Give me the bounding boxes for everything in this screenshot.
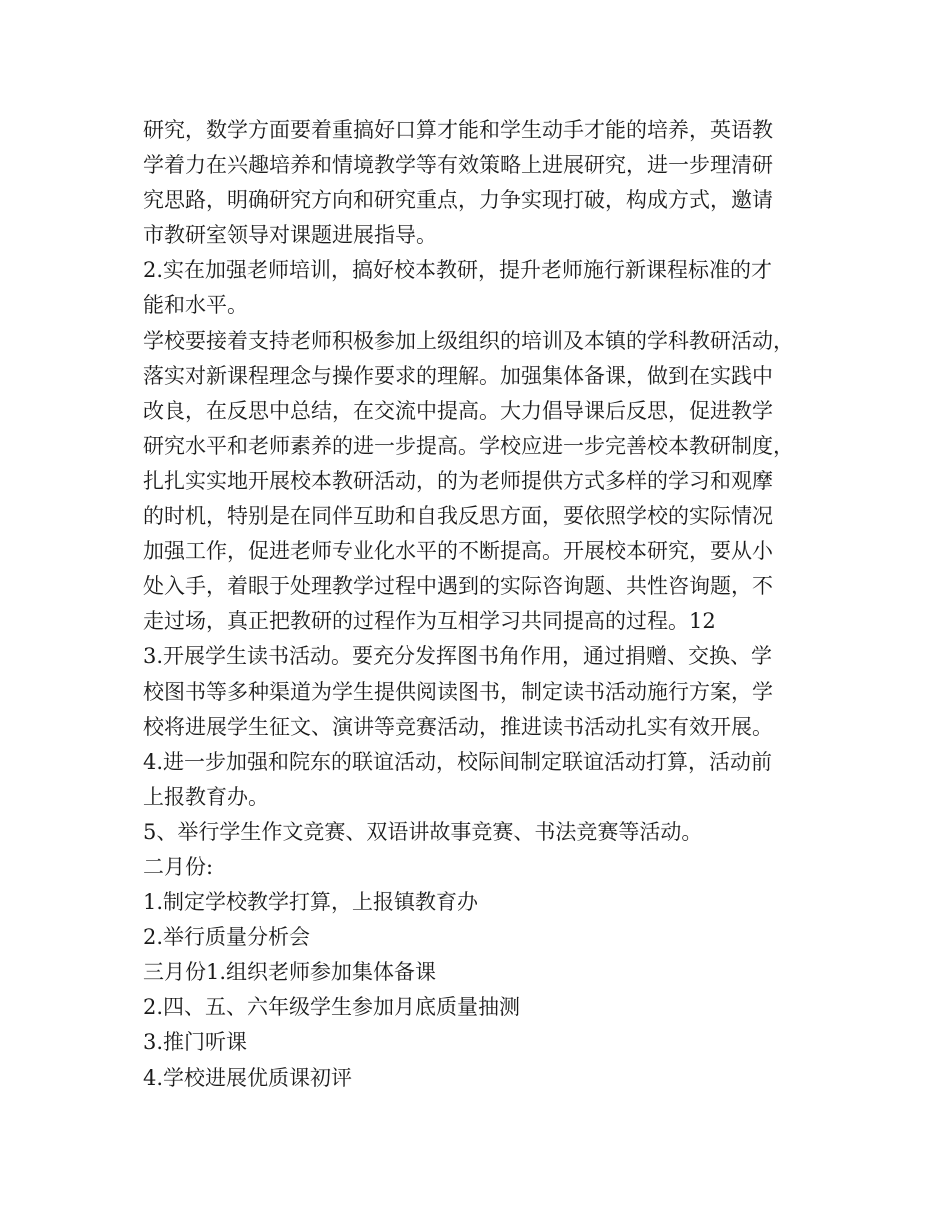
text-line: 2.举行质量分析会 — [143, 925, 311, 950]
text-line: 学着力在兴趣培养和情境教学等有效策略上进展研究，进一步理清研 — [143, 153, 773, 178]
text-line: 3.开展学生读书活动。要充分发挥图书角作用，通过捐赠、交换、学 — [143, 644, 773, 669]
document-body — [143, 113, 823, 1096]
text-line: 3.推门听课 — [143, 1030, 248, 1055]
text-line: 加强工作，促进老师专业化水平的不断提高。开展校本研究，要从小 — [143, 539, 773, 564]
text-line: 4.学校进展优质课初评 — [143, 1065, 353, 1090]
text-line: 学校要接着支持老师积极参加上级组织的培训及本镇的学科教研活动， — [143, 328, 794, 353]
text-line: 上报教育办。 — [143, 784, 269, 809]
text-line: 4.进一步加强和院东的联谊活动，校际间制定联谊活动打算，活动前 — [143, 749, 773, 774]
text-line: 市教研室领导对课题进展指导。 — [143, 223, 437, 248]
text-line: 扎扎实实地开展校本教研活动，的为老师提供方式多样的学习和观摩 — [143, 468, 773, 493]
text-line: 走过场，真正把教研的过程作为互相学习共同提高的过程。12 — [143, 609, 716, 634]
text-line: 校图书等多种渠道为学生提供阅读图书，制定读书活动施行方案，学 — [143, 679, 773, 704]
text-line: 究思路，明确研究方向和研究重点，力争实现打破，构成方式，邀请 — [143, 188, 773, 213]
text-line: 落实对新课程理念与操作要求的理解。加强集体备课，做到在实践中 — [143, 363, 773, 388]
text-line: 研究，数学方面要着重搞好口算才能和学生动手才能的培养，英语教 — [143, 118, 773, 142]
text-line: 2.实在加强老师培训，搞好校本教研，提升老师施行新课程标准的才 — [143, 258, 773, 283]
text-line: 研究水平和老师素养的进一步提高。学校应进一步完善校本教研制度， — [143, 433, 794, 458]
text-line: 5、举行学生作文竞赛、双语讲故事竞赛、书法竞赛等活动。 — [143, 819, 703, 844]
text-line: 二月份: — [143, 854, 214, 879]
text-line: 三月份1.组织老师参加集体备课 — [143, 960, 437, 985]
text-line: 处入手，着眼于处理教学过程中遇到的实际咨询题、共性咨询题，不 — [143, 574, 773, 599]
text-line: 的时机，特别是在同伴互助和自我反思方面，要依照学校的实际情况 — [143, 504, 773, 529]
text-line: 2.四、五、六年级学生参加月底质量抽测 — [143, 995, 521, 1020]
text-line: 能和水平。 — [143, 293, 248, 318]
text-line: 校将进展学生征文、演讲等竞赛活动，推进读书活动扎实有效开展。 — [143, 714, 773, 739]
text-line: 改良，在反思中总结，在交流中提高。大力倡导课后反思，促进教学 — [143, 398, 773, 423]
text-line: 1.制定学校教学打算，上报镇教育办 — [143, 890, 479, 915]
